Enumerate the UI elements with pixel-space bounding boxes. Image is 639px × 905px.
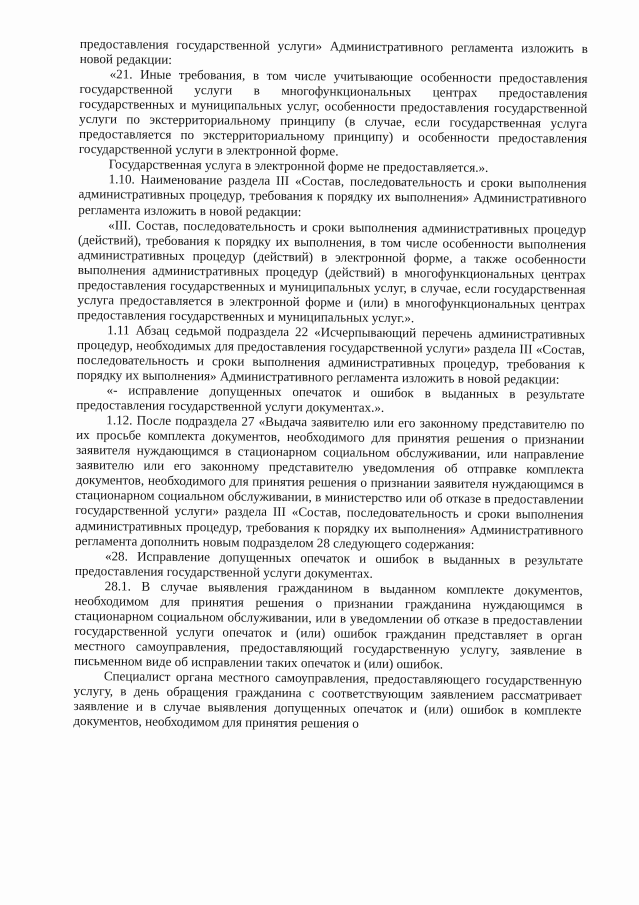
paragraph: «21. Иные требования, в том числе учитывающие особенности предоставления государственной услуги в многофункциональных центрах предоставления государственных и муниципальных услуг, особенности предоставления государственной услуги по экстерриториальному принципу (в случае, если государственная услуга предоставляется по экстерриториальному принципу) и особенности предоставления государственной услуги в электронной форме. [78, 66, 588, 159]
paragraph: 1.11 Абзац седьмой подраздела 22 «Исчерпывающий перечень административных процедур, необходимых для предоставления государственной услуги» раздела III «Состав, последовательность и сроки выполнения административных процедур, требования к порядку их выполнения» Административного регламента изложить в новой редакции: [76, 322, 586, 387]
paragraph: 1.12. После подраздела 27 «Выдача заявителю или его законному представителю по их просьбе комплекта документов, необходимого для принятия решения о признании заявителя нуждающимся в стационарном социальном обслуживании, или направление заявителю или его законному представителю уведомления об отправке комплекта документов, необходимого для принятия решения о признании заявителя нуждающимся в стационарном социальном обслуживании, в министерство или об отказе в предоставлении государственной услуги» раздела III «Состав, последовательность и сроки выполнения административных процедур, требования к порядку их выполнения» Административного регламента дополнить новым подразделом 28 следующего содержания: [75, 412, 585, 552]
paragraph: 1.10. Наименование раздела III «Состав, последовательность и сроки выполнения административных процедур, требования к порядку их выполнения» Административного регламента изложить в новой редакции: [78, 171, 587, 219]
paragraph: «- исправление допущенных опечаток и ошибок в выданных в результате предоставления государственной услуги документах.». [76, 382, 585, 416]
paragraph: предоставления государственной услуги» Административного регламента изложить в новой редакции: [79, 36, 588, 67]
document-body [73, 36, 588, 733]
paragraph: «28. Исправление допущенных опечаток и ошибок в выданных в результате предоставления государственной услуги документах. [74, 547, 584, 581]
paragraph: «III. Состав, последовательность и сроки выполнения административных процедур (действий), требования к порядку их выполнения, в том числе особенности выполнения административных процедур (действий) в электронной форме, а также особенности выполнения административных процедур (действий) в многофункциональных центрах предоставления государственных и муниципальных услуг, в случае, если государственная услуга предоставляется в электронной форме и (или) в многофункциональных центрах предоставления государственных и муниципальных услуг.». [77, 216, 587, 326]
paragraph: Специалист органа местного самоуправления, предоставляющего государственную услугу, в день обращения гражданина с соответствующим заявлением рассматривает заявление и в случае выявления допущенных опечаток и (или) ошибок в комплекте документов, необходимом для принятия решения о [73, 668, 582, 731]
paragraph: Государственная услуга в электронной форме не предоставляется.». [108, 156, 489, 176]
paragraph: 28.1. В случае выявления гражданином в выданном комплекте документов, необходимом для принятия решения о признании гражданина нуждающимся в стационарном социальном обслуживании, или в уведомлении об отказе в предоставлении государственной услуги опечаток и (или) ошибок гражданин представляет в орган местного самоуправления, предоставляющий государственную услугу, заявление в письменном виде об исправлении таких опечаток и (или) ошибок. [73, 577, 583, 672]
